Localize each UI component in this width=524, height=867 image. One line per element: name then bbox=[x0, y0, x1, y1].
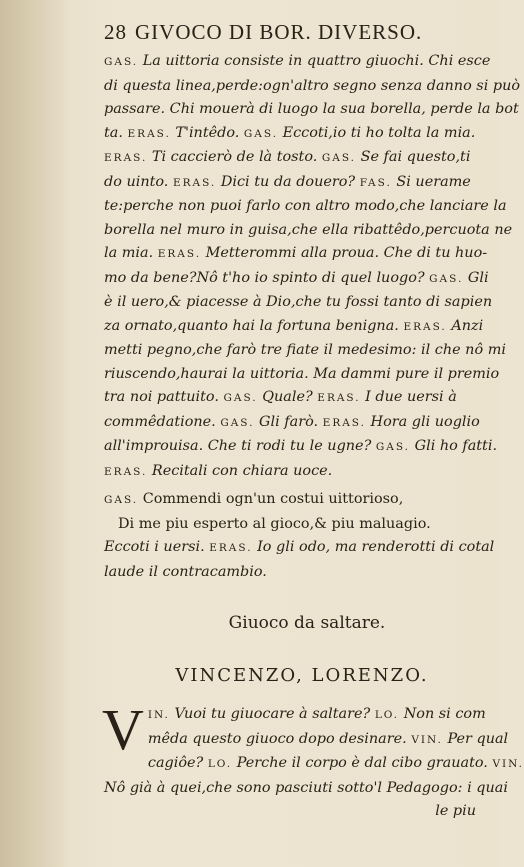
dialogue-text: I due uersi à bbox=[360, 389, 457, 405]
dialogue-text: mêda questo giuoco dopo desinare. bbox=[147, 730, 412, 747]
speaker-label: GAS. bbox=[375, 441, 411, 453]
dialogue-text: Nô già à quei,che sono pasciuti sotto'l Pedagogo: i quai bbox=[104, 779, 508, 796]
dialogue-text: Commendi ogn'un costui uittorioso, bbox=[138, 491, 404, 507]
dialogue-text: di questa linea,perde:ogn'altro segno senza danno si può bbox=[104, 77, 521, 94]
text-line bbox=[104, 291, 493, 315]
speaker-label: ERAS. bbox=[322, 416, 366, 429]
dialogue-text: Eccoti i uersi. bbox=[104, 539, 210, 555]
dialogue-text: Se fai questo,ti bbox=[356, 149, 471, 165]
dialogue-text: te:perche non puoi farlo con altro modo,che lanciare la bbox=[104, 198, 507, 214]
text-line bbox=[104, 363, 500, 387]
speaker-label: ERAS. bbox=[317, 392, 361, 404]
dialogue-text: la mia. bbox=[104, 245, 158, 261]
text-line bbox=[104, 315, 484, 340]
dialogue-after-verse bbox=[104, 536, 495, 584]
speaker-label: ERAS. bbox=[104, 152, 148, 164]
dialogue-text: metti pegno,che farò tre fiate il medesimo: il che nô mi bbox=[104, 342, 506, 358]
text-line bbox=[104, 122, 480, 147]
speaker-label: FAS. bbox=[359, 176, 392, 189]
dialogue-text: Perche il corpo è dal cibo grauato. bbox=[232, 755, 493, 771]
speaker-label: LO. bbox=[374, 709, 400, 721]
dialogue-text: è il uero,& piacesse à Dio,che tu fossi tanto di sapien bbox=[104, 294, 493, 310]
text-line bbox=[104, 50, 491, 75]
dialogue-text: ta. bbox=[104, 124, 128, 141]
speaker-label: ERAS. bbox=[209, 542, 253, 554]
dialogue-text: Non si com bbox=[399, 706, 486, 722]
dialogue-text: cagiôe? bbox=[147, 755, 208, 771]
dialogue-text: Metterommi alla proua. Che di tu huo- bbox=[201, 245, 488, 261]
speaker-label: ERAS. bbox=[172, 176, 217, 189]
text-line bbox=[104, 339, 506, 363]
speaker-label: GAS. bbox=[321, 152, 357, 164]
dialogue-text: mo da bene?Nô t'ho io spinto di quel luogo? bbox=[104, 269, 430, 286]
speaker-label: GAS. bbox=[104, 494, 139, 506]
speaker-label: LO. bbox=[207, 758, 233, 770]
speaker-heading: VINCENZO, LORENZO. bbox=[175, 664, 429, 686]
catchword: le piu bbox=[435, 803, 476, 819]
speaker-label: GAS. bbox=[429, 272, 464, 285]
speaker-label: GAS. bbox=[104, 56, 139, 68]
text-line bbox=[104, 267, 489, 292]
dialogue-text: Vuoi tu giuocare à saltare? bbox=[169, 706, 375, 722]
text-line bbox=[104, 513, 480, 537]
dialogue-text: Si uerame bbox=[391, 173, 471, 190]
speaker-label: VIN. bbox=[411, 733, 443, 746]
dialogue-text: riuscendo,haurai la uittoria. Ma dammi pure il premio bbox=[104, 365, 500, 382]
dialogue-text: Ti caccierò de là tosto. bbox=[147, 149, 322, 165]
text-line bbox=[104, 728, 509, 753]
text-line bbox=[104, 561, 480, 585]
running-title: GIVOCO DI BOR. DIVERSO. bbox=[135, 20, 423, 44]
dialogue-text: Anzi bbox=[446, 317, 484, 334]
dialogue-text: Recitali con chiara uoce. bbox=[147, 462, 333, 479]
speaker-label: GAS. bbox=[223, 392, 258, 404]
text-line bbox=[104, 777, 508, 801]
dialogue-text: La uittoria consiste in quattro giuochi. Chi esce bbox=[138, 53, 491, 69]
dialogue-text: Gli bbox=[463, 269, 489, 286]
section-title: Giuoco da saltare. bbox=[228, 613, 386, 633]
text-line bbox=[104, 195, 507, 219]
text-line bbox=[104, 411, 480, 436]
text-line bbox=[104, 171, 480, 196]
text-line bbox=[104, 98, 519, 122]
text-line bbox=[104, 488, 480, 513]
dialogue-text: za ornato,quanto hai la fortuna benigna. bbox=[104, 317, 404, 334]
dialogue-text: Io gli odo, ma renderotti di cotal bbox=[252, 539, 495, 555]
text-line bbox=[104, 752, 524, 777]
page-gutter-shadow bbox=[0, 0, 70, 867]
speaker-label: ERAS. bbox=[157, 248, 202, 260]
speaker-label: ERAS. bbox=[403, 320, 447, 333]
text-line bbox=[104, 460, 480, 485]
text-line bbox=[104, 386, 480, 411]
dialogue-text: borella nel muro in guisa,che ella ribattêdo,percuota ne bbox=[104, 221, 513, 238]
text-line bbox=[104, 242, 488, 267]
dialogue-text: tra noi pattuito. bbox=[104, 389, 224, 405]
dialogue-text: Hora gli uoglio bbox=[365, 413, 480, 430]
speaker-label: IN. bbox=[147, 709, 170, 721]
text-line bbox=[104, 536, 495, 561]
dialogue-text: laude il contracambio. bbox=[104, 563, 267, 580]
text-line bbox=[104, 703, 486, 728]
speaker-label: GAS. bbox=[243, 127, 279, 140]
dialogue-text: Quale? bbox=[257, 389, 318, 405]
dialogue-game-text bbox=[102, 50, 524, 824]
speaker-label: VIN. bbox=[492, 758, 524, 770]
speaker-label: GAS. bbox=[220, 416, 255, 429]
text-line bbox=[104, 219, 513, 243]
text-line bbox=[104, 146, 480, 171]
verse-couplet bbox=[104, 488, 480, 536]
dialogue-text: all'improuisa. Che ti rodi tu le ugne? bbox=[104, 438, 376, 454]
dialogue-block-2 bbox=[102, 697, 524, 800]
dialogue-text: Gli ho fatti. bbox=[410, 438, 498, 454]
speaker-label: ERAS. bbox=[104, 465, 148, 478]
dialogue-text: commêdatione. bbox=[104, 413, 221, 430]
drop-capital: V bbox=[102, 697, 144, 762]
dialogue-text: passare. Chi mouerà di luogo la sua borella, perde la bot bbox=[104, 101, 519, 117]
dialogue-text: Di me piu esperto al gioco,& piu maluagio. bbox=[118, 515, 431, 532]
dialogue-text: Gli farò. bbox=[254, 413, 323, 430]
page-number: 28 bbox=[104, 20, 127, 44]
dialogue-text: Per qual bbox=[442, 730, 509, 747]
dialogue-text: Eccoti,io ti ho tolta la mia. bbox=[278, 124, 476, 141]
running-header bbox=[104, 20, 480, 44]
dialogue-text: T'intêdo. bbox=[170, 124, 244, 141]
dialogue-text: do uinto. bbox=[104, 173, 173, 190]
dialogue-block-1 bbox=[104, 50, 521, 484]
text-line bbox=[104, 435, 498, 460]
dialogue-text: Dici tu da douero? bbox=[216, 173, 360, 190]
text-line bbox=[104, 75, 521, 99]
speaker-label: ERAS. bbox=[127, 127, 171, 140]
